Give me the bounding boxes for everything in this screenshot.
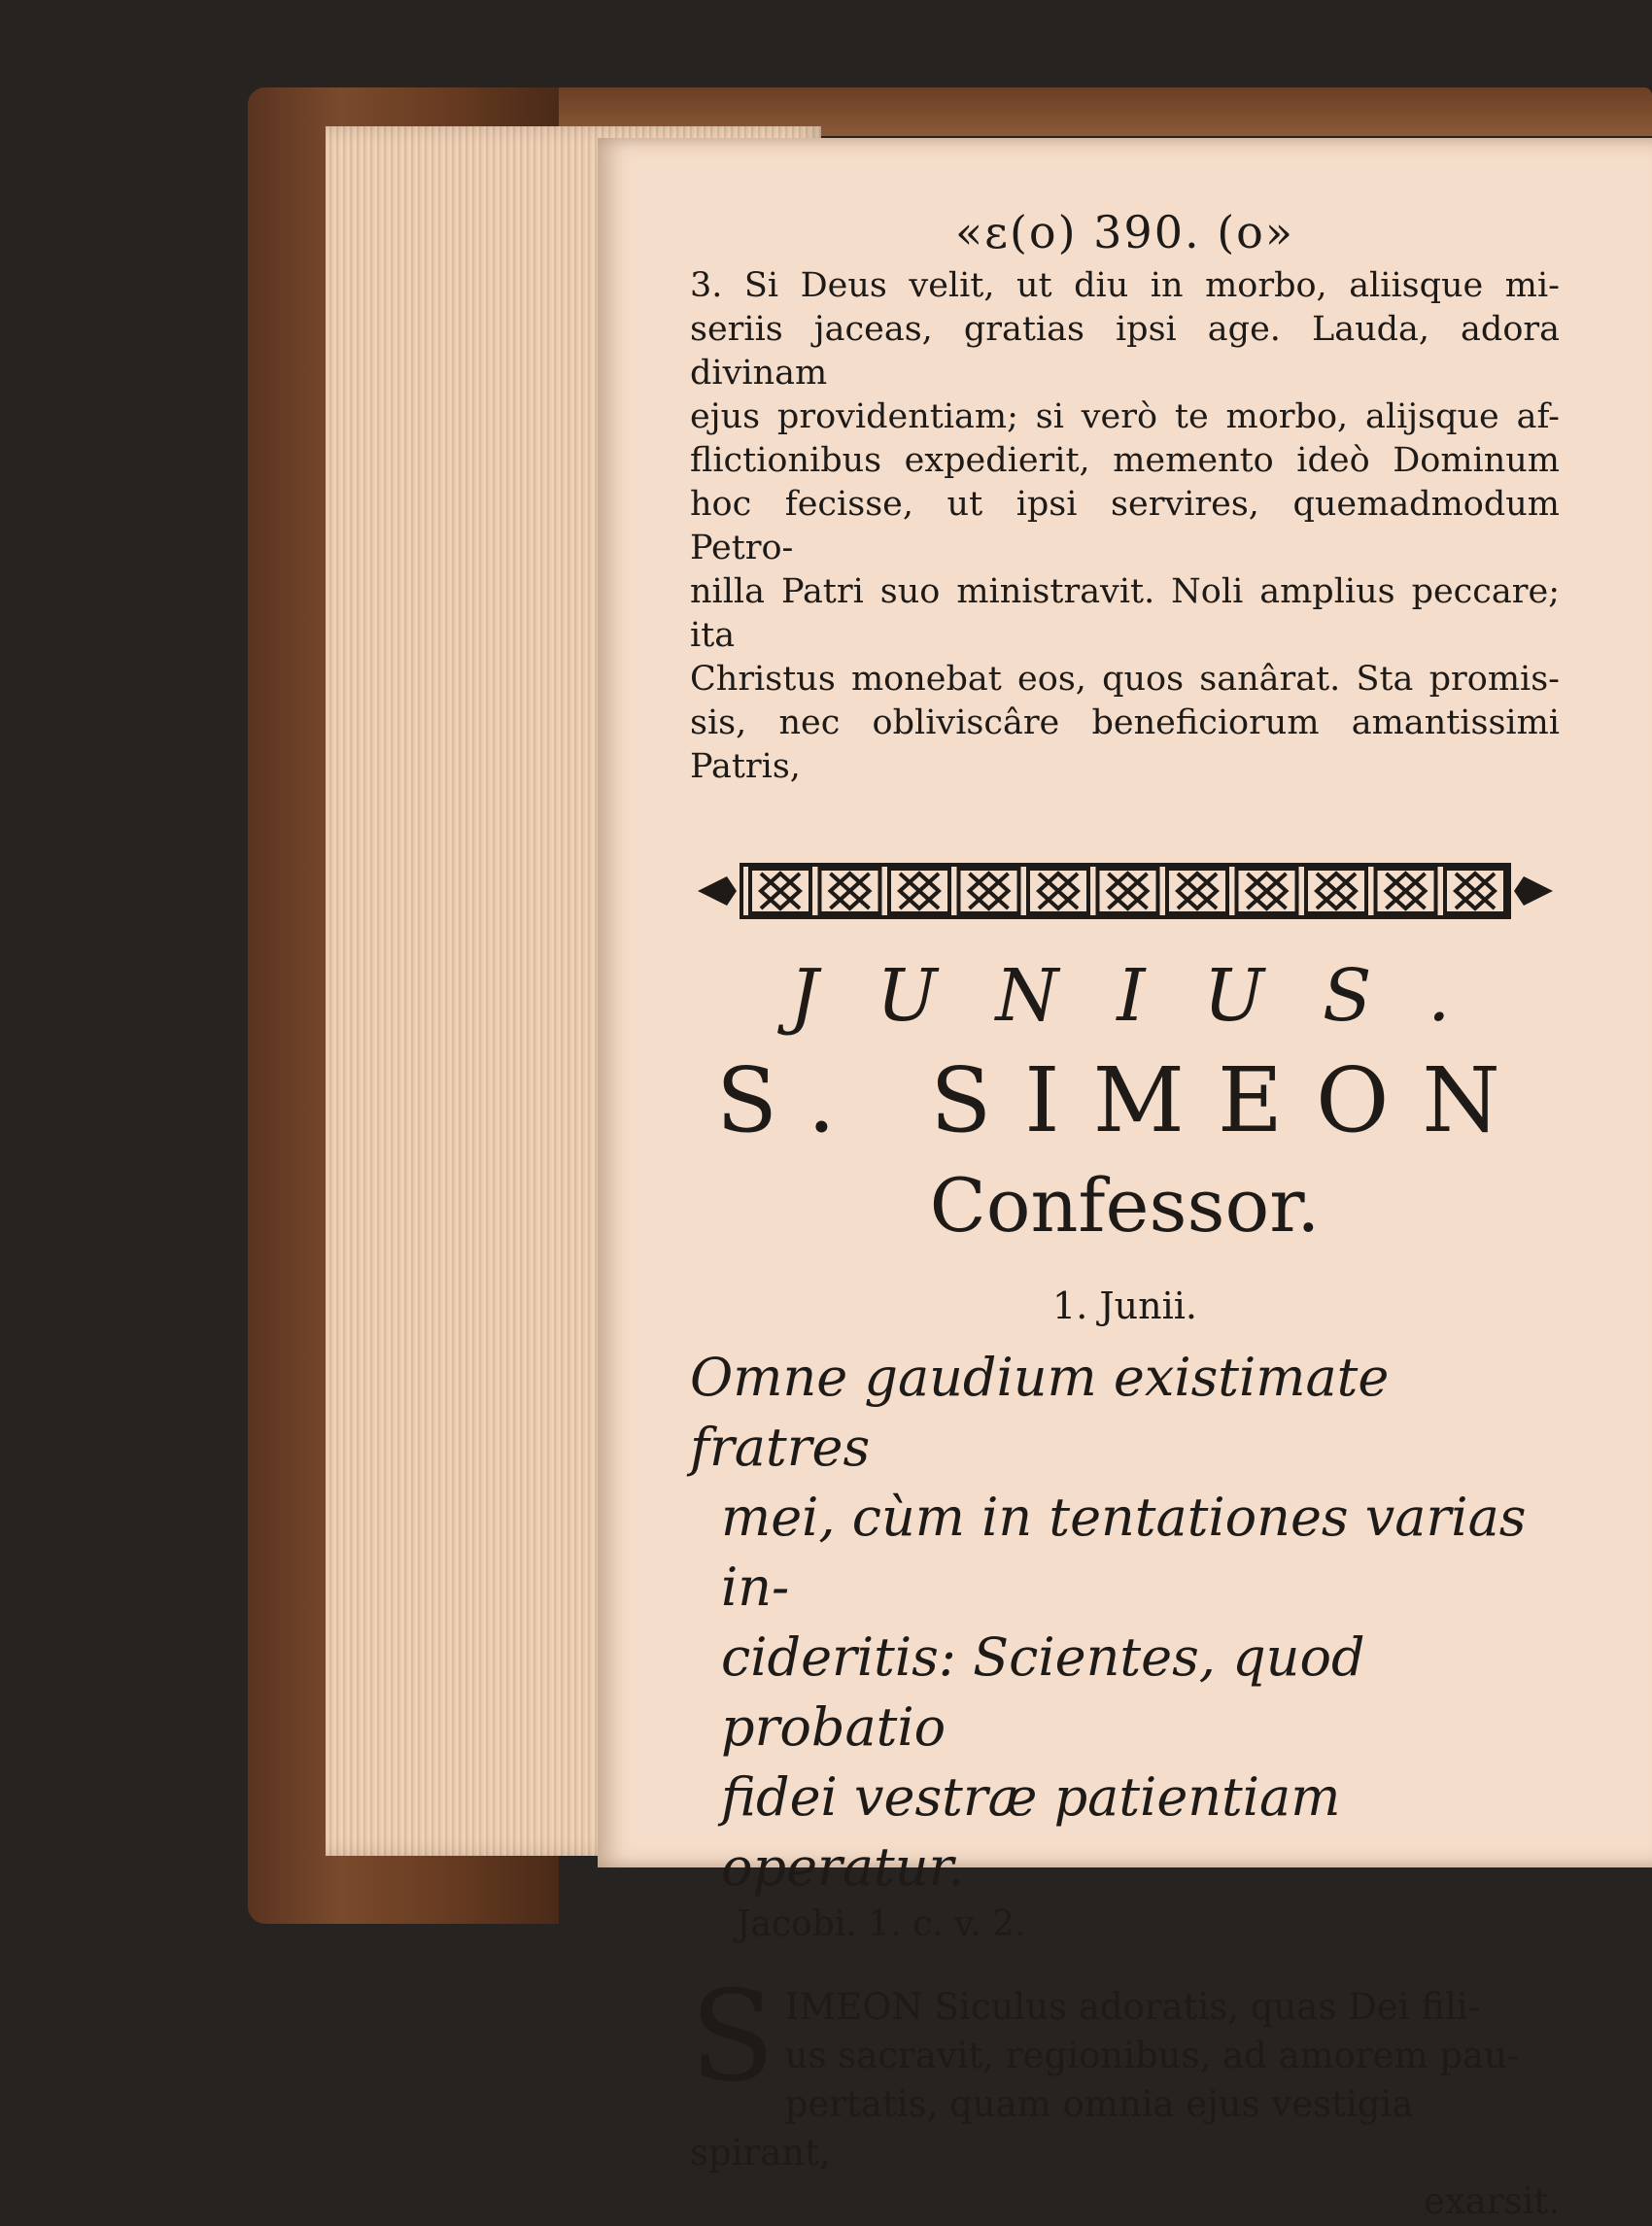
month-heading: JUNIUS. [789,954,1509,1038]
body-line: IMEON Siculus adoratis, quas Dei fili- [784,1986,1481,2028]
paragraph-line: ejus providentiam; si verò te morbo, alijsque af- [690,397,1560,436]
page-header: «ε(o) 390. (o» [954,206,1294,258]
body-line: us sacravit, regionibus, ad amorem pau- [784,2035,1520,2076]
body-line: exarsit. [1424,2180,1560,2222]
verse-line: cideritis: Scientes, quod probatio [721,1627,1365,1758]
paragraph-line: sis, nec obliviscâre beneficiorum amantissimi Patris, [690,703,1560,786]
paragraph-line: seriis jaceas, gratias ipsi age. Lauda, adora divinam [690,310,1560,393]
feast-date: 1. Junii. [1052,1284,1197,1327]
closing-paragraph [690,264,1560,789]
open-book [248,87,1652,2222]
saint-name: S. SIMEON [716,1048,1533,1152]
body-line: pertatis, quam omnia ejus vestigia spirant, [690,2083,1414,2174]
verse-line: mei, cùm in tentationes varias in- [721,1487,1527,1618]
paragraph-line: hoc fecisse, ut ipsi servires, quemadmodum Petro- [690,485,1560,567]
saint-role: Confessor. [929,1162,1321,1249]
book-page [598,138,1652,2222]
verse-citation: Jacobi. 1. c. v. 2. [737,1904,1026,1944]
paragraph-line: nilla Patri suo ministravit. Noli amplius peccare; ita [690,572,1560,655]
scripture-verse [690,1343,1560,1902]
decorative-ornament-band [698,857,1553,925]
paragraph-line: flictionibus expedierit, memento ideò Dominum [690,441,1560,480]
verse-line: Omne gaudium existimate fratres [690,1347,1390,1478]
paragraph-line: Christus monebat eos, quos sanârat. Sta promis- [690,660,1560,699]
drop-cap: S [690,1965,775,2109]
body-text [690,1965,1560,2226]
paragraph-line: 3. Si Deus velit, ut diu in morbo, aliisque mi- [690,266,1560,305]
verse-line: fidei vestræ patientiam operatur. [721,1766,1341,1898]
page-content [690,206,1560,2226]
